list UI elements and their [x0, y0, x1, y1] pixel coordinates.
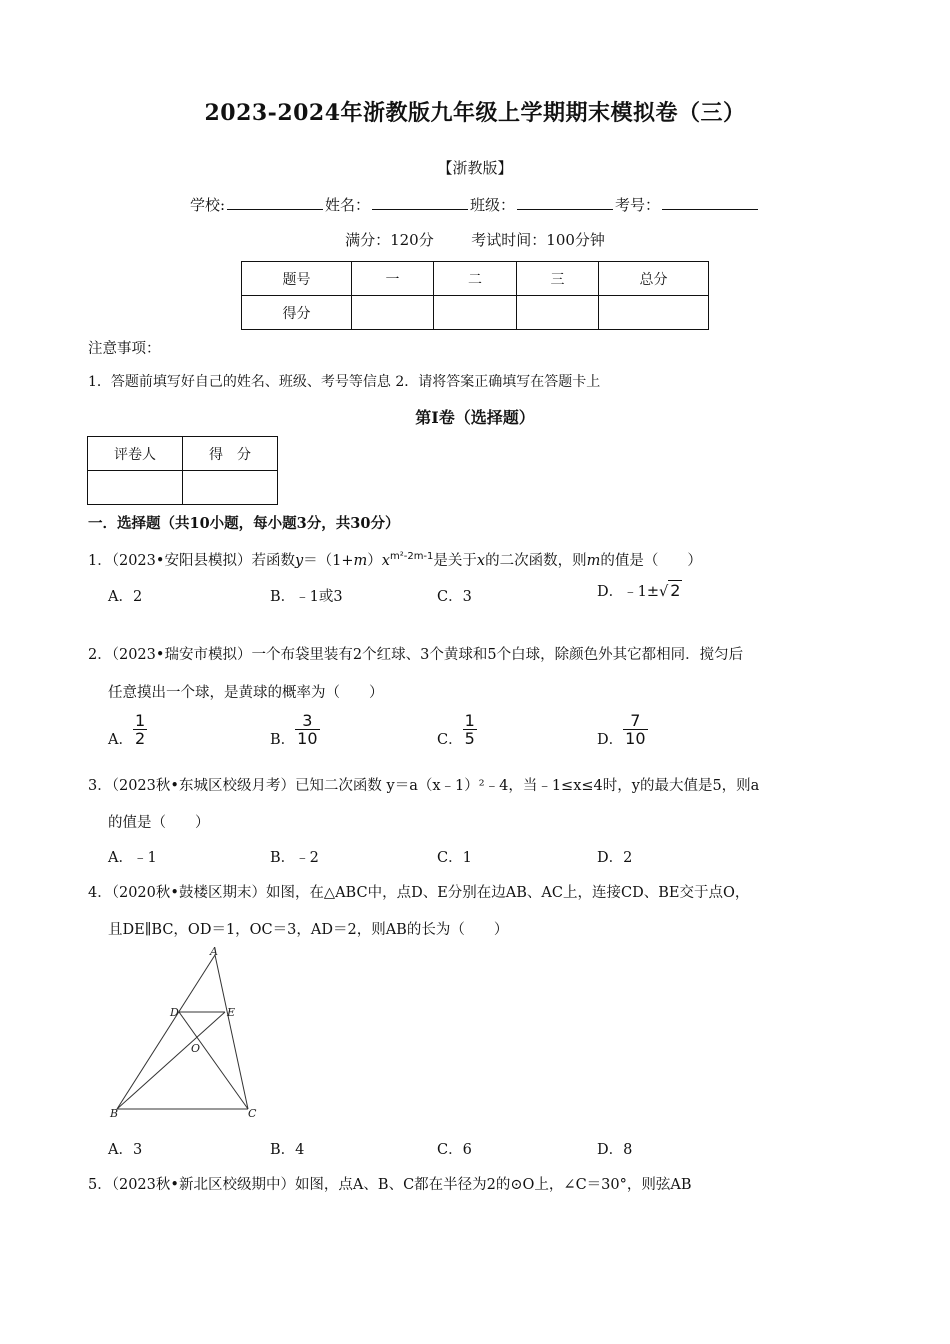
q1-option-d[interactable]: [597, 580, 682, 601]
exam-meta: [0, 229, 950, 250]
volume-title: 第Ⅰ卷（选择题）: [415, 408, 535, 427]
fraction: [463, 712, 477, 747]
fraction-num: 1: [464, 711, 475, 730]
student-info-line: [0, 194, 950, 215]
fraction-den: 5: [464, 729, 475, 748]
q2-option-b[interactable]: [270, 712, 320, 747]
question-number: 4．: [88, 885, 112, 901]
question-5: [88, 1173, 692, 1194]
name-label: 姓名：: [325, 196, 371, 214]
notes-text: 1．答题前填写好自己的姓名、班级、考号等信息 2．请将答案正确填写在答题卡上: [88, 374, 601, 390]
q4-option-a[interactable]: A．3: [108, 1142, 143, 1158]
option-label: D．﹣1±: [597, 584, 660, 600]
score-cell[interactable]: [434, 296, 517, 330]
q4-option-d[interactable]: D．8: [597, 1142, 633, 1158]
triangle-figure: [100, 945, 270, 1120]
fraction-den: 2: [134, 729, 146, 748]
var-x: x: [476, 553, 486, 569]
label-d: D: [170, 1006, 179, 1019]
score-table-header-row: [242, 262, 709, 296]
question-number: 2．: [88, 647, 112, 663]
sqrt-radicand: 2: [670, 581, 681, 600]
grader-header-row: [88, 437, 278, 471]
edition-label: 【浙教版】: [437, 159, 513, 177]
score-table-header: 一: [352, 262, 434, 296]
grader-row: [88, 471, 278, 505]
fraction-num: 1: [134, 711, 146, 730]
question-4: [88, 881, 749, 902]
grader-table: [87, 436, 278, 505]
var-x: x: [381, 553, 390, 569]
score-cell[interactable]: [352, 296, 434, 330]
exponent: m²-2m-1: [389, 551, 434, 563]
exam-time: 考试时间：100分钟: [471, 231, 605, 249]
q1-option-c[interactable]: C．3: [437, 589, 472, 605]
option-label: D．: [597, 732, 624, 748]
notes-title: 注意事项：: [88, 341, 161, 357]
score-table-header: 总分: [599, 262, 709, 296]
q1-option-b[interactable]: B．﹣1或3: [270, 589, 343, 605]
score-cell[interactable]: [517, 296, 599, 330]
question-text: （2023秋•东城区校级月考）已知二次函数 y＝a（x﹣1）²﹣4，当﹣1≤x≤4时，y的最大值是5，则a: [111, 778, 760, 794]
page-title: 2023-2024年浙教版九年级上学期期末模拟卷（三）: [204, 100, 746, 126]
fraction-num: 3: [302, 711, 313, 730]
option-label: A．: [108, 732, 133, 748]
label-o: O: [191, 1042, 201, 1055]
sqrt-icon: √: [659, 584, 669, 600]
q2-option-d[interactable]: [597, 712, 648, 747]
question-text: 是关于: [433, 553, 477, 569]
name-field[interactable]: [372, 195, 468, 210]
question-1: [88, 549, 702, 570]
question-2: [88, 643, 743, 664]
fraction-den: 10: [625, 729, 646, 748]
question-number: 5．: [88, 1177, 112, 1193]
score-row-label: 得分: [242, 296, 352, 330]
q3-option-b[interactable]: B．﹣2: [270, 850, 319, 866]
q3-option-d[interactable]: D．2: [597, 850, 633, 866]
score-table-header: 三: [517, 262, 599, 296]
var-m: m: [353, 553, 368, 569]
q3-option-c[interactable]: C．1: [437, 850, 472, 866]
line-be: [117, 1012, 225, 1109]
question-text: ）: [367, 553, 382, 569]
fraction: [623, 712, 647, 747]
line-ab: [117, 955, 215, 1109]
question-text: （2020秋•鼓楼区期末）如图，在△ABC中，点D、E分别在边AB、AC上，连接CD、BE交于点O，: [111, 885, 750, 901]
question-3: [88, 774, 759, 795]
fraction: [295, 712, 319, 747]
question-3-line2: 的值是（ ）: [108, 815, 210, 831]
question-text: （2023•安阳县模拟）若函数: [111, 553, 295, 569]
score-table: [241, 261, 709, 330]
school-field[interactable]: [227, 195, 323, 210]
q4-option-b[interactable]: B．4: [270, 1142, 305, 1158]
q2-option-a[interactable]: [108, 712, 147, 747]
label-e: E: [227, 1006, 236, 1019]
question-2-line2: 任意摸出一个球，是黄球的概率为（ ）: [108, 685, 384, 701]
grader-cell[interactable]: [183, 471, 278, 505]
question-text: ＝（1+: [303, 553, 354, 569]
q3-option-a[interactable]: A．﹣1: [108, 850, 157, 866]
full-score: 满分：120分: [345, 231, 434, 249]
grader-cell[interactable]: [88, 471, 183, 505]
option-label: C．: [437, 732, 463, 748]
question-text: （2023•瑞安市模拟）一个布袋里装有2个红球、3个黄球和5个白球，除颜色外其它都相同．搅匀后: [111, 647, 744, 663]
score-table-header: 二: [434, 262, 517, 296]
option-label: B．: [270, 732, 296, 748]
fraction-den: 10: [297, 729, 318, 748]
question-4-line2: 且DE∥BC，OD＝1，OC＝3，AD＝2，则AB的长为（ ）: [108, 922, 509, 938]
question-text: 的值是（ ）: [600, 553, 702, 569]
var-y: y: [294, 553, 304, 569]
q1-option-a[interactable]: A．2: [108, 589, 143, 605]
section-title: 一．选择题（共10小题，每小题3分，共30分）: [88, 515, 400, 532]
fraction: [133, 712, 147, 747]
number-field[interactable]: [662, 195, 758, 210]
q2-option-c[interactable]: [437, 712, 477, 747]
var-m: m: [586, 553, 601, 569]
score-table-row: [242, 296, 709, 330]
grader-col1: 评卷人: [88, 437, 183, 471]
q4-option-c[interactable]: C．6: [437, 1142, 472, 1158]
grader-col2: 得 分: [183, 437, 278, 471]
number-label: 考号：: [615, 196, 661, 214]
question-number: 1．: [88, 553, 112, 569]
question-number: 3．: [88, 778, 112, 794]
score-table-header: 题号: [242, 262, 352, 296]
label-a: A: [210, 945, 218, 958]
label-c: C: [248, 1107, 257, 1120]
question-text: 的二次函数，则: [485, 553, 587, 569]
school-label: 学校:: [189, 196, 225, 214]
class-label: 班级：: [470, 196, 516, 214]
label-b: B: [110, 1107, 119, 1120]
fraction-num: 7: [630, 711, 641, 730]
question-text: （2023秋•新北区校级期中）如图，点A、B、C都在半径为2的⊙O上，∠C＝30°，则弦AB: [111, 1177, 692, 1193]
score-cell[interactable]: [599, 296, 709, 330]
class-field[interactable]: [517, 195, 613, 210]
